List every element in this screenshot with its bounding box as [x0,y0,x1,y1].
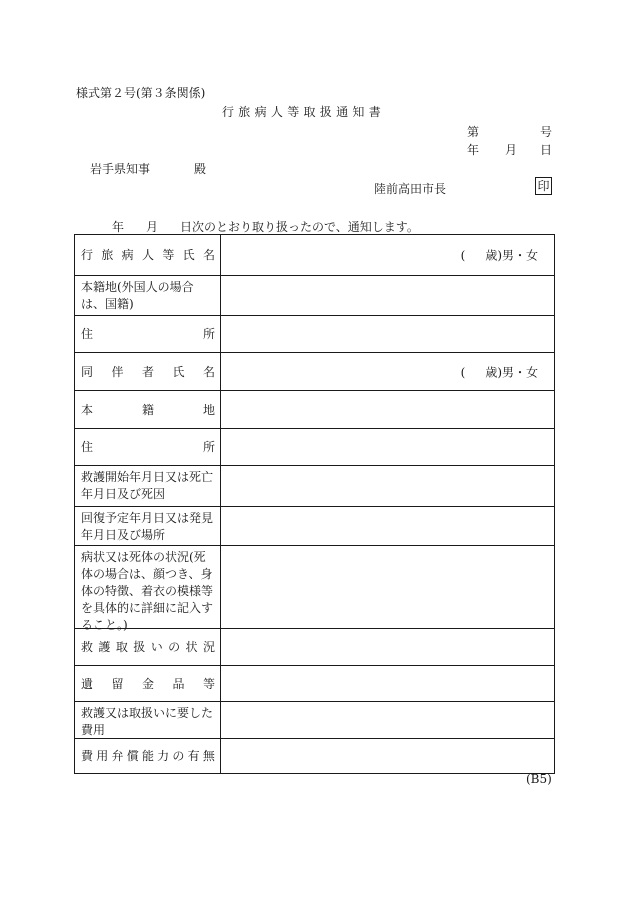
domicile-nationality-field[interactable] [221,276,554,315]
label-char: 況 [202,640,215,654]
label-char: 同 [81,364,94,379]
addressee-name: 岩手県知事 [90,162,151,176]
label-char: 地 [202,402,215,417]
label-char: 等 [202,676,215,691]
notice-year: 年 [112,220,125,234]
label-char: 行 [81,248,94,262]
label-char: 人 [141,248,154,262]
date-year-label: 年 [467,143,480,157]
notice-sentence [78,218,419,235]
belongings-field[interactable] [221,666,554,701]
row-label [75,353,221,390]
recovery-or-discovery-field[interactable] [221,507,554,545]
expenses-field[interactable] [221,702,554,738]
label-char: 遺 [81,676,94,691]
row-label [75,429,221,465]
patient-name-field[interactable] [221,235,554,275]
row-label [75,739,221,773]
row-recovery-or-discovery [75,506,554,545]
label-char: 品 [172,676,185,691]
row-label [75,629,221,665]
form-number-label: 様式第２号(第３条関係) [76,86,206,100]
row-companion-domicile [75,390,554,428]
companion-age-sex: ( 歳)男・女 [460,365,538,379]
date-day-label: 日 [540,143,553,157]
label-char: 有 [187,749,200,763]
row-rescue-start-or-death [75,465,554,506]
notice-month: 月 [146,220,159,234]
date-month-label: 月 [505,143,518,157]
label-char: 本 [81,402,94,417]
label-char: の [168,640,181,654]
notice-text: 日次のとおり取り扱ったので、通知します。 [180,220,419,234]
row-reimbursement-ability [75,738,554,773]
companion-name-field[interactable] [221,353,554,390]
row-label: 回復予定年月日又は発見年月日及び場所 [75,507,221,545]
label-char: 状 [185,640,198,654]
label-char: 救 [81,640,94,654]
address-field[interactable] [221,316,554,352]
label-char: 住 [81,440,94,454]
row-companion-address [75,428,554,465]
label-char: 所 [202,440,215,454]
label-char: 扱 [133,640,146,654]
label-char: 償 [126,749,139,763]
condition-description-field[interactable] [221,546,554,628]
patient-age-sex: ( 歳)男・女 [460,248,538,263]
rescue-status-field[interactable] [221,629,554,665]
addressee-honorific: 殿 [194,162,207,176]
companion-domicile-field[interactable] [221,391,554,428]
label-char: 住 [81,327,94,341]
label-char: 費 [81,749,94,763]
label-char: 護 [98,640,111,654]
row-domicile-nationality [75,275,554,315]
label-char: 能 [141,749,154,763]
label-char: 無 [202,749,215,763]
label-char: 力 [157,749,170,763]
label-char: 籍 [141,402,154,417]
row-label [75,391,221,428]
row-companion-name [75,352,554,390]
label-char: 所 [202,327,215,341]
label-char: 旅 [101,248,114,262]
row-label: 救護開始年月日又は死亡年月日及び死因 [75,466,221,506]
sender-name: 陸前高田市長 [374,182,447,196]
label-char: 名 [202,364,215,379]
label-char: 名 [202,248,215,262]
label-char: 留 [111,676,124,691]
row-patient-name [75,235,554,275]
label-char: 取 [115,640,128,654]
label-char: い [150,640,163,654]
label-char: 用 [96,749,109,763]
label-char: 金 [141,676,154,691]
label-char: 氏 [182,248,195,262]
label-char: 等 [162,248,175,262]
notification-table [74,234,555,774]
row-expenses [75,701,554,738]
document-title: 行旅病人等取扱通知書 [222,105,386,119]
row-label: 病状又は死体の状況(死体の場合は、顔つき、身体の特徴、着衣の模様等を具体的に詳細に記入すること。) [75,546,221,628]
row-belongings [75,665,554,701]
document-number-suffix: 号 [540,125,553,139]
row-label [75,666,221,701]
row-label [75,235,221,275]
companion-address-field[interactable] [221,429,554,465]
seal-mark: 印 [535,177,552,195]
row-label: 救護又は取扱いに要した費用 [75,702,221,738]
label-char: 者 [141,364,154,379]
paper-size-note: (B5) [526,772,552,786]
row-label [75,316,221,352]
row-rescue-status [75,628,554,665]
row-label: 本籍地(外国人の場合は、国籍) [75,276,221,315]
label-char: 伴 [111,364,124,379]
reimbursement-ability-field[interactable] [221,739,554,773]
document-number-prefix: 第 [467,125,480,139]
rescue-start-or-death-field[interactable] [221,466,554,506]
label-char: 氏 [172,364,185,379]
row-condition-description [75,545,554,632]
label-char: 病 [121,248,134,262]
label-char: 弁 [111,749,124,763]
row-address [75,315,554,352]
label-char: の [172,749,185,763]
